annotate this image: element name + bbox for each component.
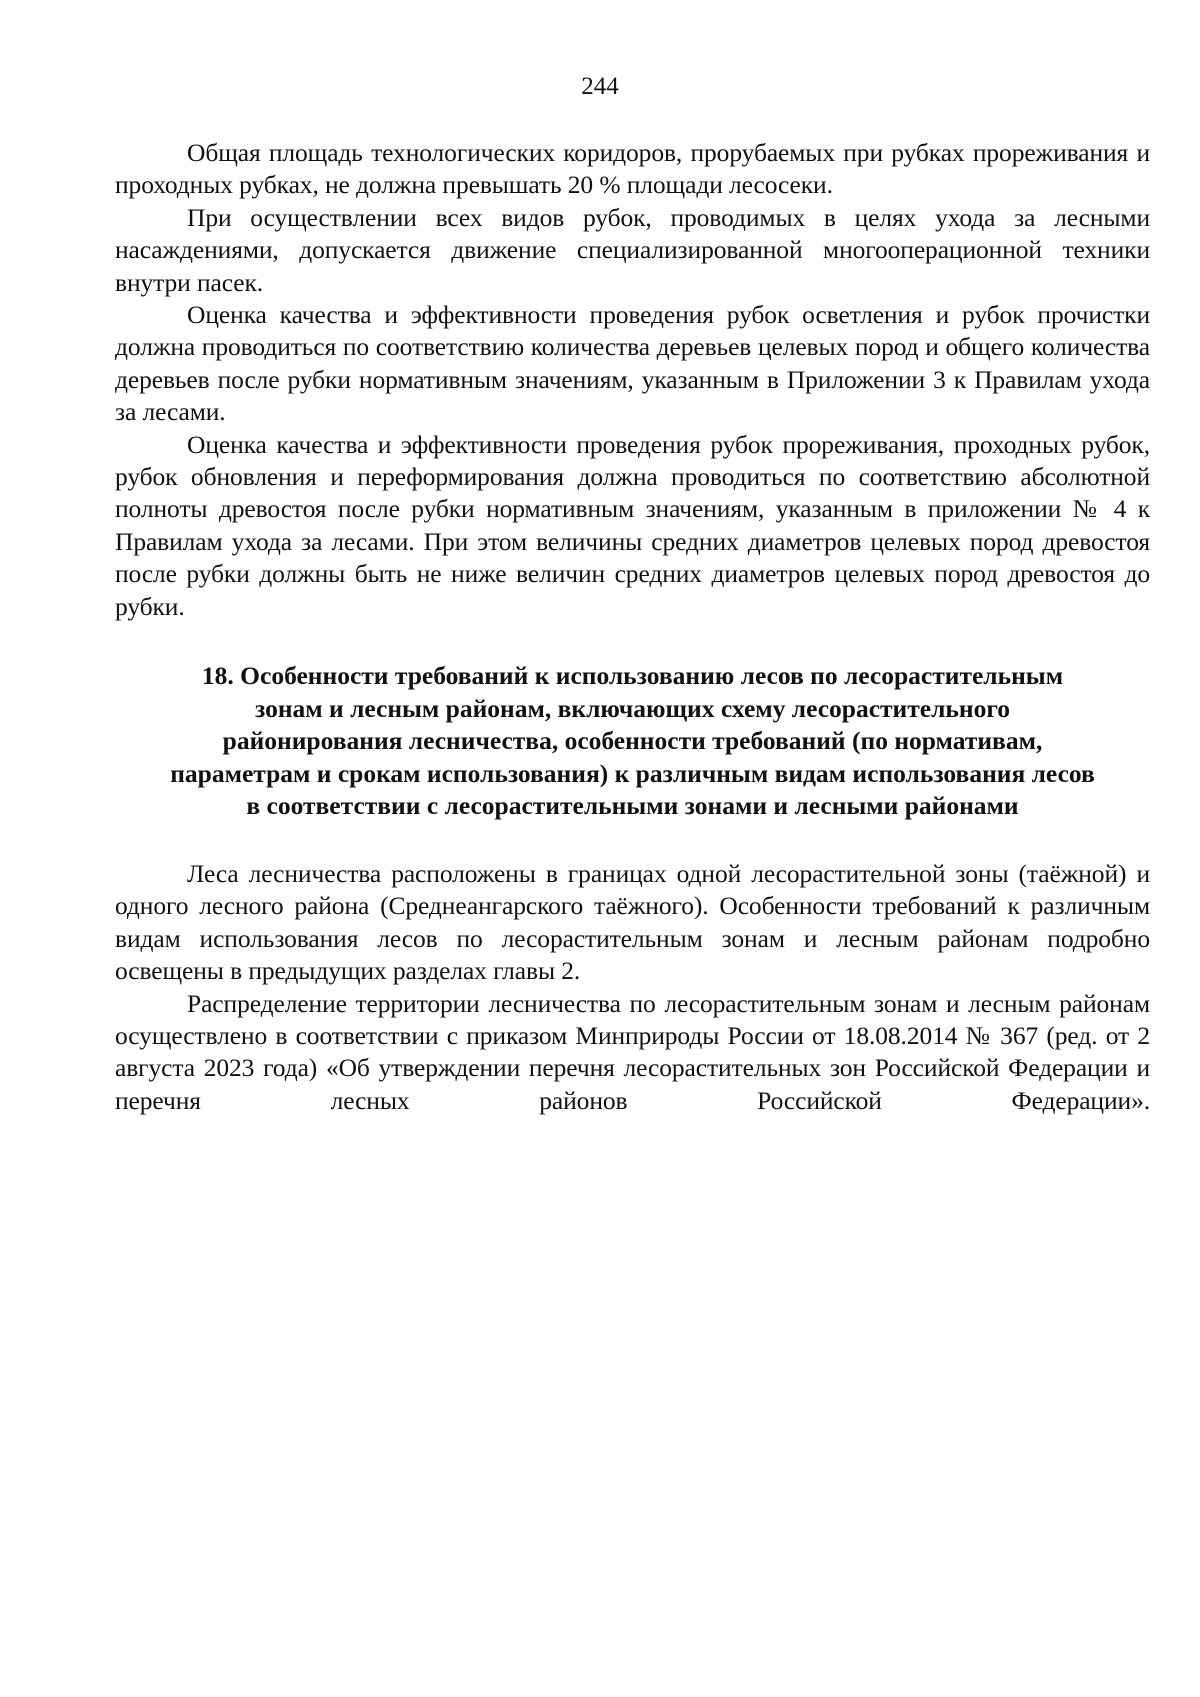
page-number: 244 — [581, 73, 619, 100]
section-heading-line: зонам и лесным районам, включающих схему лесорастительного — [254, 693, 1011, 723]
section-heading-line: параметрам и срокам использования) к различным видам использования лесов — [170, 758, 1095, 788]
bottom-text-block — [115, 858, 1150, 1117]
section-heading-line: в соответствии с лесорастительными зонами и лесными районами — [246, 791, 1019, 820]
section-heading-line: районирования лесничества, особенности требований (по нормативам, — [222, 726, 1043, 755]
paragraph-thinning-quality-assessment: Оценка качества и эффективности проведения рубок прореживания, проходных рубок, рубок обновления и переформирования должна проводиться по соответствию абсолютной полноты древостоя после рубки нормативным значениям, указанным в приложении № 4 к Правилам ухода за лесами. При этом величины средних диаметров целевых пород древостоя после рубки должны быть не ниже величин средних диаметров целевых пород древостоя до рубки. — [115, 429, 1150, 621]
paragraph-territory-distribution: Распределение территории лесничества по лесорастительным зонам и лесным районам осуществлено в соответствии с приказом Минприроды России от 18.08.2014 № 367 (ред. от 2 августа 2023 года) «Об утверждении перечня лесорастительных зон Российской Федерации и перечня лесных районов Российской Федерации». — [115, 988, 1150, 1115]
paragraph-technological-corridors: Общая площадь технологических коридоров, прорубаемых при рубках прореживания и проходных рубках, не должна превышать 20 % площади лесосеки. — [115, 138, 1150, 200]
top-text-block — [115, 137, 1150, 623]
section-heading-18 — [115, 660, 1150, 823]
section-heading-line: 18. Особенности требований к использованию лесов по лесорастительным — [201, 661, 1064, 690]
paragraph-forest-zone-location: Леса лесничества расположены в границах одной лесорастительной зоны (таёжной) и одного лесного района (Среднеангарского таёжного). Особенности требований к различным видам использования лесов по лесорастительным зонам и лесным районам подробно освещены в предыдущих разделах главы 2. — [115, 859, 1150, 986]
paragraph-machinery-movement: При осуществлении всех видов рубок, проводимых в целях ухода за лесными насаждениями, допускается движение специализированной многооперационной техники внутри пасек. — [115, 202, 1150, 297]
paragraph-clearing-quality-assessment: Оценка качества и эффективности проведения рубок осветления и рубок прочистки должна проводиться по соответствию количества деревьев целевых пород и общего количества деревьев после рубки нормативным значениям, указанным в Приложении 3 к Правилам ухода за лесами. — [115, 300, 1150, 427]
